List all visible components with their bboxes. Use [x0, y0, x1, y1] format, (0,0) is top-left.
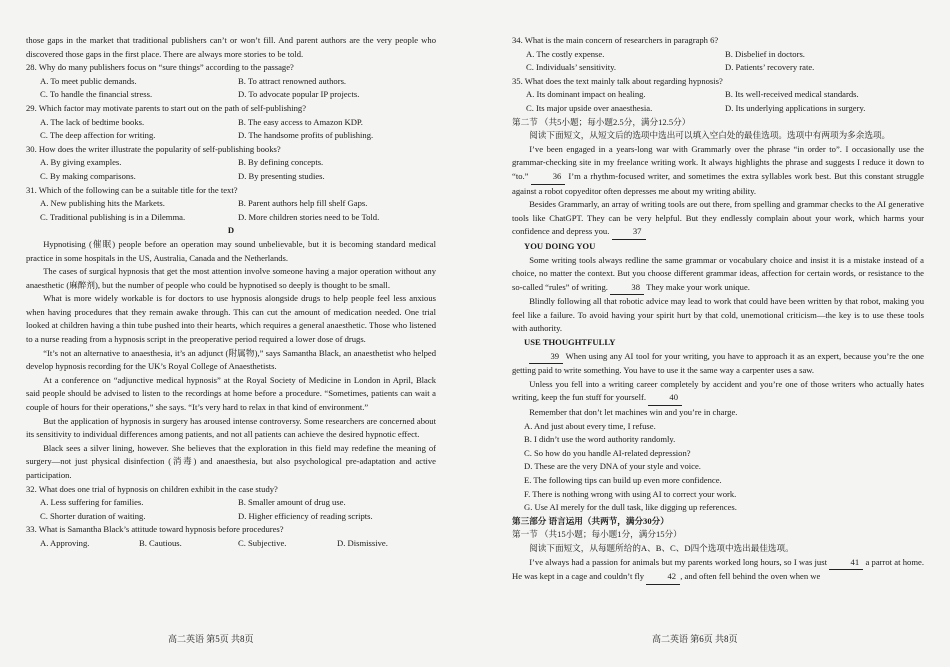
options-35 [512, 88, 924, 115]
text: Some writing tools always redline the same grammar or vocabulary choice and insist it is a mistake instead of a choice, no matter the context. But you choose different grammar ideas, affection for certain words, or resistance to the so-called “rules” of writing. [512, 254, 924, 292]
seven-choose-five-paragraph [512, 378, 924, 406]
option: B. Smaller amount of drug use. [238, 497, 346, 508]
passage-d-paragraph: At a conference on “adjunctive medical hypnosis” at the Royal Society of Medicine in London in April, Black said people should be advised to listen to the recordings at home before a procedure. “Sometimes, patients can wait a couple of hours for their operations,” she says. “It’s very hard to relax in that kind of environment.” [26, 374, 436, 413]
option: B. Cautious. [139, 537, 182, 548]
options-34 [512, 48, 924, 75]
option: C. To handle the financial stress. [40, 89, 153, 100]
option: D. Patients’ recovery rate. [725, 62, 815, 73]
choice-option: F. There is nothing wrong with using AI to correct your work. [524, 488, 737, 499]
option: B. Parent authors help fill shelf Gaps. [238, 198, 368, 209]
choice-option: C. So how do you handle AI-related depression? [524, 447, 691, 458]
part2-heading: 第二节 （共5小题；每小题2.5分，满分12.5分） [512, 116, 691, 127]
option: C. By making comparisons. [40, 170, 136, 181]
option: D. The handsome profits of publishing. [238, 130, 374, 141]
blank-39: 39 [529, 350, 563, 365]
option: A. Approving. [40, 537, 90, 548]
option: A. The costly expense. [526, 48, 605, 59]
part3-heading: 第三部分 语言运用（共两节，满分30分） [512, 515, 669, 526]
question-29: 29. Which factor may motivate parents to start out on the path of self-publishing? [26, 102, 307, 113]
option: A. The lack of bedtime books. [40, 116, 145, 127]
question-28: 28. Why do many publishers focus on “sure things” according to the passage? [26, 62, 294, 73]
text: a parrot at home. He was kept in a cage and couldn’t fly [512, 556, 924, 582]
subheading-you-doing-you: YOU DOING YOU [524, 240, 596, 251]
blank-42: 42 [646, 570, 680, 585]
choice-option: B. I didn’t use the word authority randomly. [524, 434, 676, 445]
seven-choose-five-paragraph [512, 350, 924, 378]
question-33: 33. What is Samantha Black’s attitude toward hypnosis before procedures? [26, 524, 284, 535]
option: D. To advocate popular IP projects. [238, 89, 360, 100]
blank-41: 41 [829, 556, 863, 571]
passage-d-paragraph: What is more widely workable is for doctors to use hypnosis alongside drugs to help people feel less anxious when having procedures that they remain awake through. This can cut the amount of medication needed. One trial looked at children having a thin tube pushed into their hearts, which requires a general anaesthetic. Those who listened to a nurse reading from a hypnosis script in the preoperative period required a lower dose of drugs. [26, 293, 436, 345]
option: D. Its underlying applications in surgery. [725, 102, 866, 113]
page-footer-right: 高二英语 第6页 共8页 [652, 634, 738, 644]
options-32 [26, 496, 436, 523]
option: C. Its major upside over anaesthesia. [526, 102, 653, 113]
choice-option: G. Use AI merely for the dull task, like digging up references. [524, 502, 737, 513]
seven-choose-five-paragraph [512, 198, 924, 240]
intro-paragraph: those gaps in the market that traditional publishers can’t or won’t fill. And parent authors are the very people who discovered those gaps in the first place. There are always more stories to be told. [26, 35, 436, 59]
option: A. To meet public demands. [40, 75, 137, 86]
option: A. Less suffering for families. [40, 497, 144, 508]
option: A. New publishing hits the Markets. [40, 198, 165, 209]
part3-subheading: 第一节 （共15小题；每小题1分，满分15分） [512, 529, 682, 540]
passage-d-paragraph: But the application of hypnosis in surgery has aroused intense controversy. Some researchers are concerned about its sensitivity to individual differences among patients, and not all patients can achieve the desired hypnotic effect. [26, 415, 436, 440]
seven-choose-five-paragraph: Remember that don’t let machines win and you’re in charge. [529, 407, 738, 418]
choice-option: E. The following tips can build up even more confidence. [524, 475, 722, 485]
seven-choose-five-paragraph [512, 254, 924, 296]
text: Besides Grammarly, an array of writing tools are out there, from spelling and grammar checks to the AI generative tools like ChatGPT. They can be very helpful. But they endlessly complain about your work, which harms your confidence and depress you. [512, 199, 924, 237]
subheading-use-thoughtfully: USE THOUGHTFULLY [524, 337, 616, 348]
options-31 [26, 197, 436, 224]
option: C. Traditional publishing is in a Dilemma. [40, 211, 186, 222]
options-28 [26, 75, 436, 102]
blank-36: 36 [531, 170, 565, 185]
text: , and often fell behind the oven when we [680, 571, 821, 582]
text: When using any AI tool for your writing, you have to approach it as an expert, because you’re the one getting paid to write something. You have to use it the same way a carpenter uses a saw. [512, 350, 924, 376]
question-35: 35. What does the text mainly talk about regarding hypnosis? [512, 75, 723, 86]
text: Unless you fell into a writing career completely by accident and you’re one of those writers who actually hates writing, keep the fun stuff for yourself. [512, 378, 924, 403]
option: B. To attract renowned authors. [238, 75, 347, 86]
option: A. By giving examples. [40, 157, 122, 168]
text: I’ve been engaged in a years-long war with Grammarly over the phrase “in order to”. I occasionally use the grammar-checking site in my freelance writing work. It always highlights the phrase and suggests I reduce it down to “to.” [512, 143, 924, 181]
choice-option: A. And just about every time, I refuse. [524, 420, 656, 431]
option: B. The easy access to Amazon KDP. [238, 116, 363, 127]
option: D. By presenting studies. [238, 170, 325, 181]
question-31: 31. Which of the following can be a suitable title for the text? [26, 184, 238, 195]
seven-choose-five-paragraph [512, 143, 924, 198]
text: They make your work unique. [646, 281, 750, 292]
blank-40: 40 [648, 391, 682, 406]
passage-d-paragraph: Hypnotising (催眠) people before an operation may sound unbelievable, but it is becoming standard medical practice in some hospitals in the US, Australia, Canada and the Netherlands. [26, 238, 436, 263]
option: D. Higher efficiency of reading scripts. [238, 510, 373, 521]
section-d-heading: D [227, 225, 235, 236]
passage-d-paragraph: The cases of surgical hypnosis that get the most attention involve someone having a major operation without any anaesthetic (麻醉剂), but the number of people who could be hypnotised so deeply is thought to be small. [26, 266, 436, 290]
option: C. Shorter duration of waiting. [40, 510, 146, 521]
option: B. Its well-received medical standards. [725, 89, 859, 100]
options-29 [26, 116, 436, 143]
option: D. More children stories need to be Told. [238, 211, 380, 222]
option: D. Dismissive. [337, 537, 388, 548]
blank-38: 38 [610, 281, 644, 296]
question-30: 30. How does the writer illustrate the popularity of self-publishing books? [26, 143, 281, 154]
seven-choose-five-paragraph: Blindly following all that robotic advice may lead to work that could have been written by that robot, making you feel like a failure. To avoid having your spirit hurt by that cold, unemotional criticism—the key is to use these tools with authority. [512, 296, 924, 334]
option: C. Individuals’ sensitivity. [526, 62, 616, 73]
passage-d-paragraph: “It’s not an alternative to anaesthesia, it’s an adjunct (附属物),” says Samantha Black, an anaesthetist who helped develop hypnosis recording for the UK’s Royal College of Anaesthetists. [26, 347, 436, 372]
text: I’ve always had a passion for animals but my parents worked long hours, so I was just [529, 556, 827, 567]
option: C. Subjective. [238, 537, 287, 548]
options-30 [26, 156, 436, 183]
option: A. Its dominant impact on healing. [526, 89, 646, 100]
option: B. By defining concepts. [238, 157, 324, 168]
right-column [512, 34, 924, 585]
passage-d-paragraph: Black sees a silver lining, however. She believes that the exploration in this field may redefine the meaning of surgery—not just physical disinfection (消毒) and anaesthesia, but also psychological pre-adaptation and active participation. [26, 442, 436, 480]
part2-instruction: 阅读下面短文，从短文后的选项中选出可以填入空白处的最佳选项。选项中有两项为多余选项。 [529, 130, 891, 141]
question-32: 32. What does one trial of hypnosis on children exhibit in the case study? [26, 483, 278, 494]
text: I’m a rhythm-focused writer, and sometimes the extra syllables work best. But this constant struggle against a robot copyeditor often depresses me about my writing ability. [512, 170, 925, 196]
options-33 [26, 537, 436, 551]
choice-option: D. These are the very DNA of your style and voice. [524, 461, 701, 472]
option: B. Disbelief in doctors. [725, 48, 805, 59]
question-34: 34. What is the main concern of researchers in paragraph 6? [512, 35, 719, 45]
page-footer-left: 高二英语 第5页 共8页 [168, 634, 254, 644]
blank-37: 37 [612, 225, 646, 240]
option: C. The deep affection for writing. [40, 130, 156, 141]
left-column [26, 34, 436, 551]
part3-instruction: 阅读下面短文，从每题所给的A、B、C、D四个选项中选出最佳选项。 [529, 542, 794, 553]
cloze-paragraph [512, 556, 924, 585]
